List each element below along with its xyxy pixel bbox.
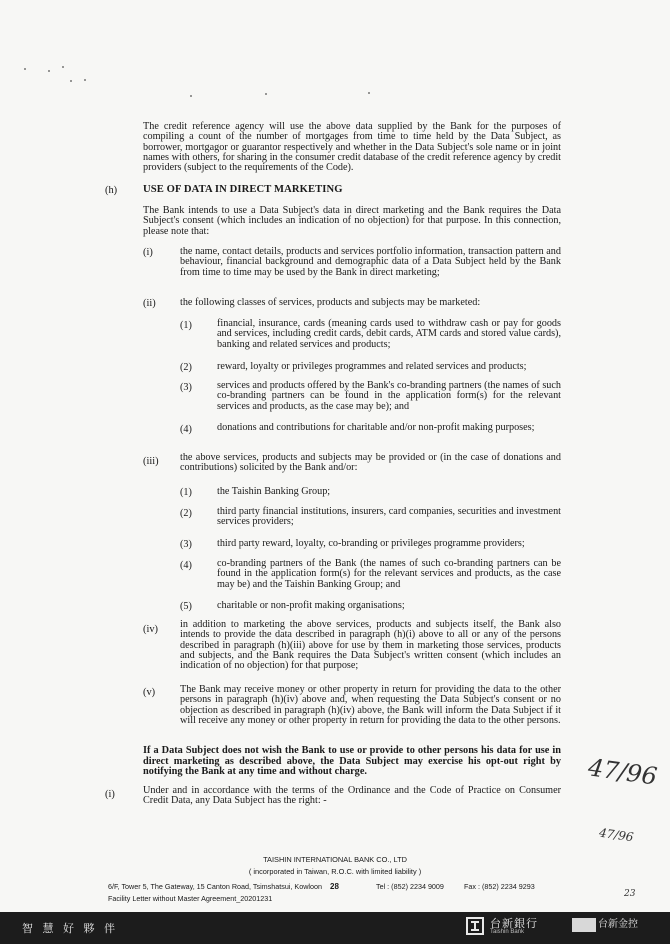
footer-company: TAISHIN INTERNATIONAL BANK CO., LTD bbox=[263, 855, 407, 864]
item-ii-text: the following classes of services, products and subjects may be marketed: bbox=[180, 297, 481, 308]
item-ii-1-marker: (1) bbox=[180, 320, 192, 331]
handwritten-corner-mark: 23 bbox=[624, 889, 636, 899]
brand-bank-sub: Taishin Bank bbox=[490, 929, 525, 935]
item-iii-2-text: third party financial institutions, insurers, card companies, securities and investment services providers; bbox=[217, 506, 561, 528]
footer-page-number: 28 bbox=[330, 882, 339, 891]
item-v-marker: (v) bbox=[143, 687, 156, 698]
footer-incorporation: ( incorporated in Taiwan, R.O.C. with limited liability ) bbox=[248, 867, 422, 876]
scan-speck bbox=[190, 95, 192, 97]
section-i-marker: (i) bbox=[105, 789, 115, 800]
item-iii-4-marker: (4) bbox=[180, 560, 192, 571]
item-ii-2-marker: (2) bbox=[180, 362, 192, 373]
section-i-text: Under and in accordance with the terms of the Ordinance and the Code of Practice on Consumer Credit Data, any Data Subject has the right: - bbox=[143, 785, 561, 807]
scan-speck bbox=[70, 80, 72, 82]
section-h-marker: (h) bbox=[105, 185, 118, 196]
item-iv-text: in addition to marketing the above services, products and subjects itself, the Bank also intends to provide the data described in paragraph (h)(i) above to all or any of the persons described in paragraph (h)(iii) above for use by them in marketing those services, products and subjects, and the Bank requires the Data Subject's written consent (which includes an indication of no objection) for that purpose; bbox=[180, 619, 561, 672]
item-iii-marker: (iii) bbox=[143, 456, 159, 467]
footer-address: 6/F, Tower 5, The Gateway, 15 Canton Road, Tsimshatsui, Kowloon bbox=[108, 882, 323, 891]
item-iii-5-text: charitable or non-profit making organisations; bbox=[217, 600, 405, 611]
handwritten-page-mark: 47/96 bbox=[586, 753, 659, 791]
scan-speck bbox=[62, 66, 64, 68]
item-ii-3-text: services and products offered by the Bank's co-branding partners (the names of such co-branding partners can be found in the application form(s) for the relevant services and products, as the case may be); and bbox=[217, 380, 561, 412]
item-iii-4-text: co-branding partners of the Bank (the names of such co-branding partners can be found in the application form(s) for the relevant services and products, as the case may be) and the Taishin Banking Group; and bbox=[217, 558, 561, 590]
item-ii-4-text: donations and contributions for charitable and/or non-profit making purposes; bbox=[217, 422, 535, 433]
taishin-logo-icon bbox=[466, 917, 484, 935]
intro-paragraph: The credit reference agency will use the above data supplied by the Bank for the purposes of compiling a count of the number of mortgages from time to time held by the Data Subject, as borrower, mortgagor or guarantor respectively and whether in the Data Subject's sole name or in joint names with others, for sharing in the consumer credit database of the credit reference agency by credit providers (subject to the requirements of the Code). bbox=[143, 121, 561, 174]
brand-slogan: 智 慧 好 夥 伴 bbox=[22, 922, 118, 935]
item-ii-1-text: financial, insurance, cards (meaning cards used to withdraw cash or pay for goods and services, including credit cards, debit cards, ATM cards and stored value cards), banking and related services and products; bbox=[217, 318, 561, 350]
scan-speck bbox=[24, 68, 26, 70]
scan-speck bbox=[84, 79, 86, 81]
item-i-text: the name, contact details, products and services portfolio information, transaction pattern and behaviour, financial background and demographic data of a Data Subject held by the Bank from time to time may be used by the Bank in direct marketing; bbox=[180, 246, 561, 278]
item-iv-marker: (iv) bbox=[143, 624, 159, 635]
scan-speck bbox=[265, 93, 267, 95]
item-iii-1-text: the Taishin Banking Group; bbox=[217, 486, 331, 497]
item-iii-3-marker: (3) bbox=[180, 539, 192, 550]
item-ii-3-marker: (3) bbox=[180, 382, 192, 393]
item-ii-4-marker: (4) bbox=[180, 424, 192, 435]
item-iii-1-marker: (1) bbox=[180, 487, 192, 498]
brand-divider bbox=[572, 918, 596, 932]
footer-tel: Tel : (852) 2234 9009 bbox=[376, 882, 444, 891]
scan-speck bbox=[48, 70, 50, 72]
item-iii-text: the above services, products and subjects may be provided or (in the case of donations and contributions) solicited by the Bank and/or: bbox=[180, 452, 561, 474]
brand-bank-name: 台新銀行 bbox=[490, 917, 538, 930]
item-ii-2-text: reward, loyalty or privileges programmes and related services and products; bbox=[217, 361, 527, 372]
scan-speck bbox=[368, 92, 370, 94]
item-iii-5-marker: (5) bbox=[180, 601, 192, 612]
brand-bar bbox=[0, 912, 670, 944]
item-iii-3-text: third party reward, loyalty, co-branding or privileges programme providers; bbox=[217, 538, 525, 549]
handwritten-page-mark-small: 47/96 bbox=[598, 825, 635, 845]
section-h-intro: The Bank intends to use a Data Subject's data in direct marketing and the Bank requires the Data Subject's consent (which includes an indication of no objection) for that purpose. In this connection, please note that: bbox=[143, 205, 561, 237]
footer-doc-ref: Facility Letter without Master Agreement_20201231 bbox=[108, 894, 273, 903]
section-h-title: USE OF DATA IN DIRECT MARKETING bbox=[143, 184, 343, 195]
item-i-marker: (i) bbox=[143, 247, 153, 258]
footer-fax: Fax : (852) 2234 9293 bbox=[464, 882, 535, 891]
brand-group-name: 台新金控 bbox=[598, 919, 638, 930]
opt-out-paragraph: If a Data Subject does not wish the Bank to use or provide to other persons his data for use in direct marketing as described above, the Data Subject may exercise his opt-out right by notifying the Bank at any time and without charge. bbox=[143, 745, 561, 778]
item-ii-marker: (ii) bbox=[143, 298, 156, 309]
item-iii-2-marker: (2) bbox=[180, 508, 192, 519]
item-v-text: The Bank may receive money or other property in return for providing the data to the other persons in paragraph (h)(iv) above and, when requesting the Data Subject's consent or no objection as described in paragraph (h)(iv) above, the Bank will inform the Data Subject if it will receive any money or other property in return for providing the data to the other persons. bbox=[180, 684, 561, 726]
